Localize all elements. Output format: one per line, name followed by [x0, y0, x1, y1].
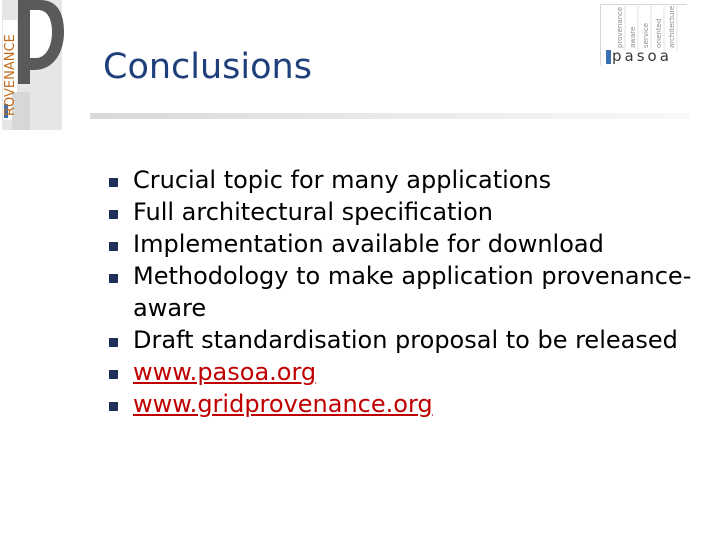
bullet-text: Full architectural specification [133, 198, 494, 226]
pasoa-logo-line-4: architecture [668, 6, 676, 48]
bullet-item [108, 196, 708, 228]
bullet-marker-icon [109, 402, 118, 411]
bullet-link-text[interactable]: www.pasoa.org [133, 358, 317, 386]
provenance-logo [0, 0, 64, 130]
pasoa-logo-word: pasoa [612, 47, 672, 65]
bullet-marker-icon [109, 210, 118, 219]
bullet-text: Draft standardisation proposal to be released [133, 326, 678, 354]
bullet-marker-icon [109, 242, 118, 251]
pasoa-logo-line-2: service [642, 22, 650, 48]
provenance-logo-text: ROVENANCE [3, 34, 18, 116]
pasoa-logo-line-3: oriented [655, 18, 663, 48]
bullet-item-link[interactable] [108, 356, 708, 388]
bullet-marker-icon [109, 370, 118, 379]
pasoa-logo-line-1: aware [629, 26, 637, 48]
title-divider [90, 113, 690, 119]
bullet-item [108, 228, 708, 260]
provenance-logo-graphic [0, 0, 64, 130]
bullet-link-text[interactable]: www.gridprovenance.org [133, 390, 433, 418]
pasoa-logo-lines [614, 6, 686, 50]
slide-title: Conclusions [103, 47, 312, 87]
bullet-text: Implementation available for download [133, 230, 604, 258]
bullet-text: Crucial topic for many applications [133, 166, 552, 194]
bullet-marker-icon [109, 338, 118, 347]
pasoa-logo-line-0: provenance [616, 6, 624, 48]
pasoa-logo-bar [606, 50, 611, 64]
bullet-marker-icon [109, 274, 118, 283]
bullet-item [108, 324, 708, 356]
bullet-marker-icon [109, 178, 118, 187]
bullet-item [108, 164, 708, 196]
pasoa-logo [600, 4, 688, 66]
bullet-item [108, 260, 708, 324]
bullet-list [108, 164, 708, 420]
bullet-item-link[interactable] [108, 388, 708, 420]
bullet-text: Methodology to make application provenance-aware [133, 262, 692, 322]
